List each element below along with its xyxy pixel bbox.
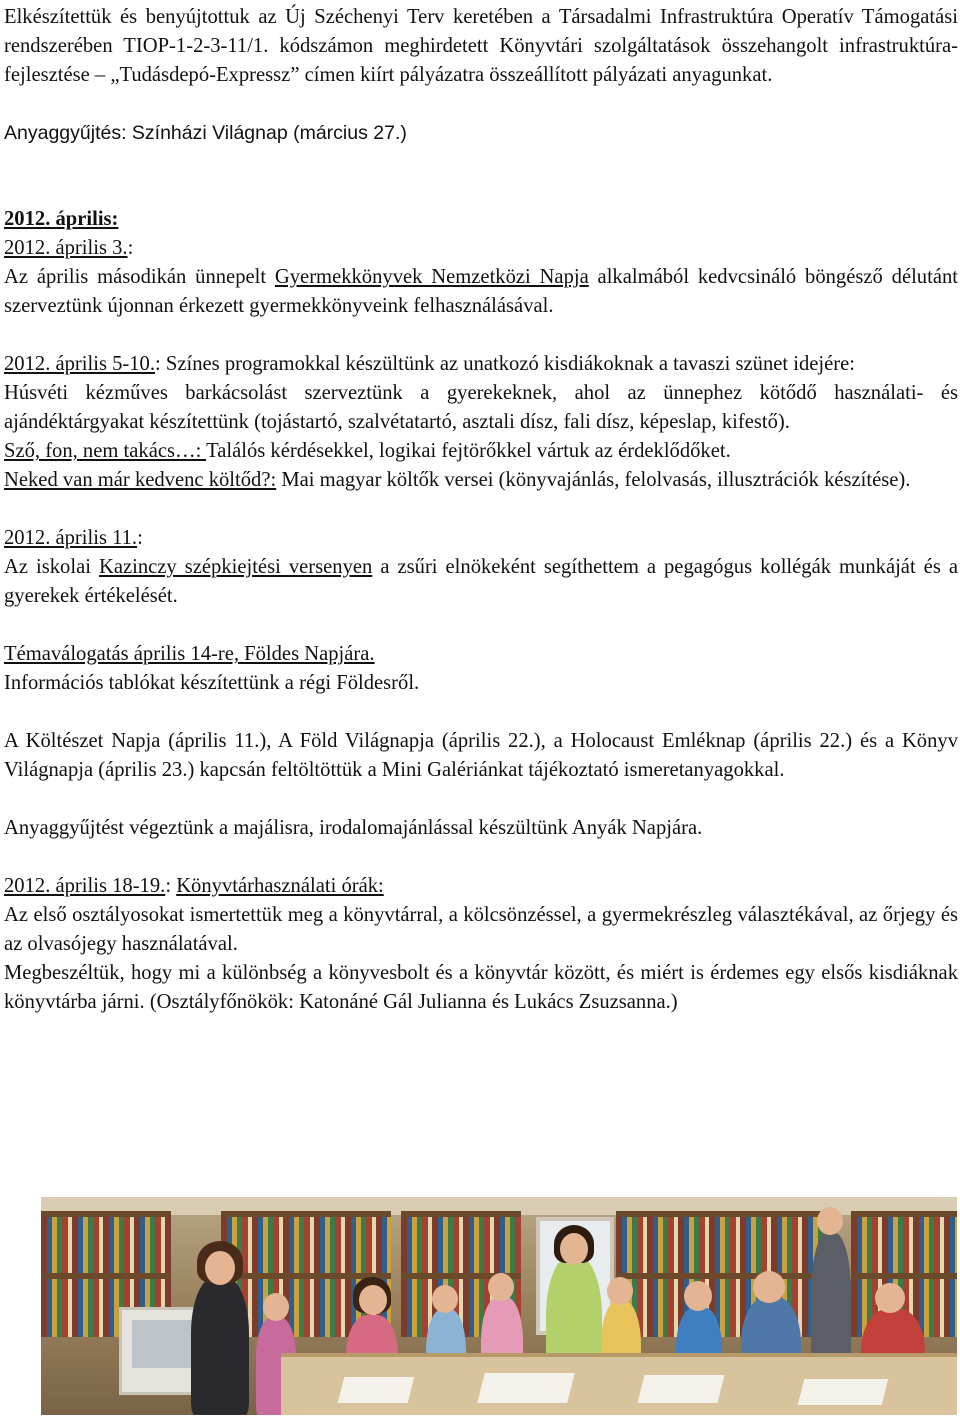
child-head [359,1285,387,1315]
spacer [4,843,958,872]
month-heading [4,205,958,234]
entry-date-suffix: : [165,875,177,897]
entry-poets [4,466,958,495]
riddle-title: Sző, fon, nem takács…: [4,440,207,462]
book [477,1373,574,1403]
entry-title: Könyvtárhasználati órák: [176,875,384,897]
book [798,1379,888,1405]
collection-note: Anyaggyűjtés: Színházi Világnap (március 27.) [4,122,407,144]
book [638,1375,725,1403]
spacer [4,698,958,727]
teacher-figure [191,1277,249,1415]
mothers-day-paragraph: Anyaggyűjtést végeztünk a majálisra, irodalomajánlással készültünk Anyák Napjára. [4,817,703,839]
child-head [432,1285,458,1313]
entry-date: 2012. április 5-10. [4,353,156,375]
entry-date-suffix: : [137,527,143,549]
topics-title-text: Témaválogatás április 14-re, Földes Napjára. [4,643,375,665]
entry-date-suffix: : [127,237,134,259]
bookshelf [616,1211,836,1337]
entry-april-5-10 [4,350,958,379]
teacher-head [205,1251,235,1285]
child-head [753,1271,785,1303]
entry-april-11-text [4,553,958,611]
child-head [875,1283,905,1313]
entry-text-pre: Az iskolai [4,556,99,578]
library-class-photo [41,1197,957,1415]
riddle-text: Találós kérdésekkel, logikai fejtörőkkel vártuk az érdeklődőket. [206,440,731,462]
child-head [607,1277,633,1305]
child-head [263,1293,289,1321]
gallery-paragraph: A Költészet Napja (április 11.), A Föld Világnapja (április 22.), a Holocaust Emléknap (április 22.) és a Könyv Világnapja (április 23.) kapcsán feltöltöttük a Mini Galériánkat tájékoztató ismeretanyagokkal. [4,730,958,781]
entry-april-11-date [4,524,958,553]
link-kazinczy-verseny[interactable]: Kazinczy szépkiejtési versenyen [98,556,373,578]
spacer [4,90,958,119]
entry-date: 2012. április 18-19. [4,875,166,897]
poets-text: Mai magyar költők versei (könyvajánlás, felolvasás, illusztrációk készítése). [276,469,911,491]
month-heading-text: 2012. április: [4,208,119,230]
spacer [4,148,958,205]
spacer [4,495,958,524]
entry-library-lesson-2: Megbeszéltük, hogy mi a különbség a könyvesbolt és a könyvtár között, és miért is érdemes egy elsős kisdiáknak könyvtárba járni. (Osztályfőnökök: Katonáné Gál Julianna és Lukács Zsuzsanna.) [4,962,958,1013]
entry-text-post: a zsűri elnökeként segíthettem a pegagógus kollégák munkáját és a gyerekek értékelését. [4,556,958,607]
entry-date-suffix: : [155,353,161,375]
child-head [488,1273,514,1301]
link-gyermekkonyvek-napja[interactable]: Gyermekkönyvek Nemzetközi Napja [274,266,589,288]
spacer [4,611,958,640]
entry-date: 2012. április 3. [4,237,128,259]
entry-text-pre: Az április másodikán ünnepelt [4,266,275,288]
adult-head [817,1207,843,1235]
entry-riddles [4,437,958,466]
entry-april-3-text [4,263,958,321]
entry-date: 2012. április 11. [4,527,138,549]
entry-library-lesson-1: Az első osztályosokat ismertettük meg a könyvtárral, a kölcsönzéssel, a gyermekrészleg választékával, az őrjegy és az olvasójegy használatával. [4,904,958,955]
topics-text: Információs tablókat készítettünk a régi Földesről. [4,672,420,694]
spacer [4,321,958,350]
poets-title: Neked van már kedvenc költőd?: [4,469,277,491]
entry-text: Színes programokkal készültünk az unatkozó kisdiákoknak a tavaszi szünet idejére: [160,353,855,375]
document-content [4,3,958,1017]
entry-text-post: alkalmából kedvcsináló böngésző délutánt szerveztünk újonnan érkezett gyermekkönyveink felhasználásával. [4,266,958,317]
entry-april-18-19 [4,872,958,901]
spacer [4,785,958,814]
book [338,1377,414,1403]
child-head [684,1281,712,1311]
topics-title [4,640,958,669]
entry-april-3-date [4,234,958,263]
entry-easter-crafts: Húsvéti kézműves barkácsolást szerveztünk a gyerekeknek, ahol az ünnephez kötődő használati- és ajándéktárgyakat készítettünk (tojástartó, szalvétatartó, asztali dísz, fali dísz, képeslap, kifestő). [4,382,958,433]
intro-paragraph: Elkészítettük és benyújtottuk az Új Széchenyi Terv keretében a Társadalmi Infrastruktúra Operatív Támogatási rendszerében TIOP-1-2-3-11/1. kódszámon meghirdetett Könyvtári szolgáltatások összehangolt infrastruktúra-fejlesztése – „Tudásdepó-Expressz” címen kiírt pályázatra összeállított pályázati anyagunkat. [4,6,958,86]
child-head [560,1233,588,1265]
